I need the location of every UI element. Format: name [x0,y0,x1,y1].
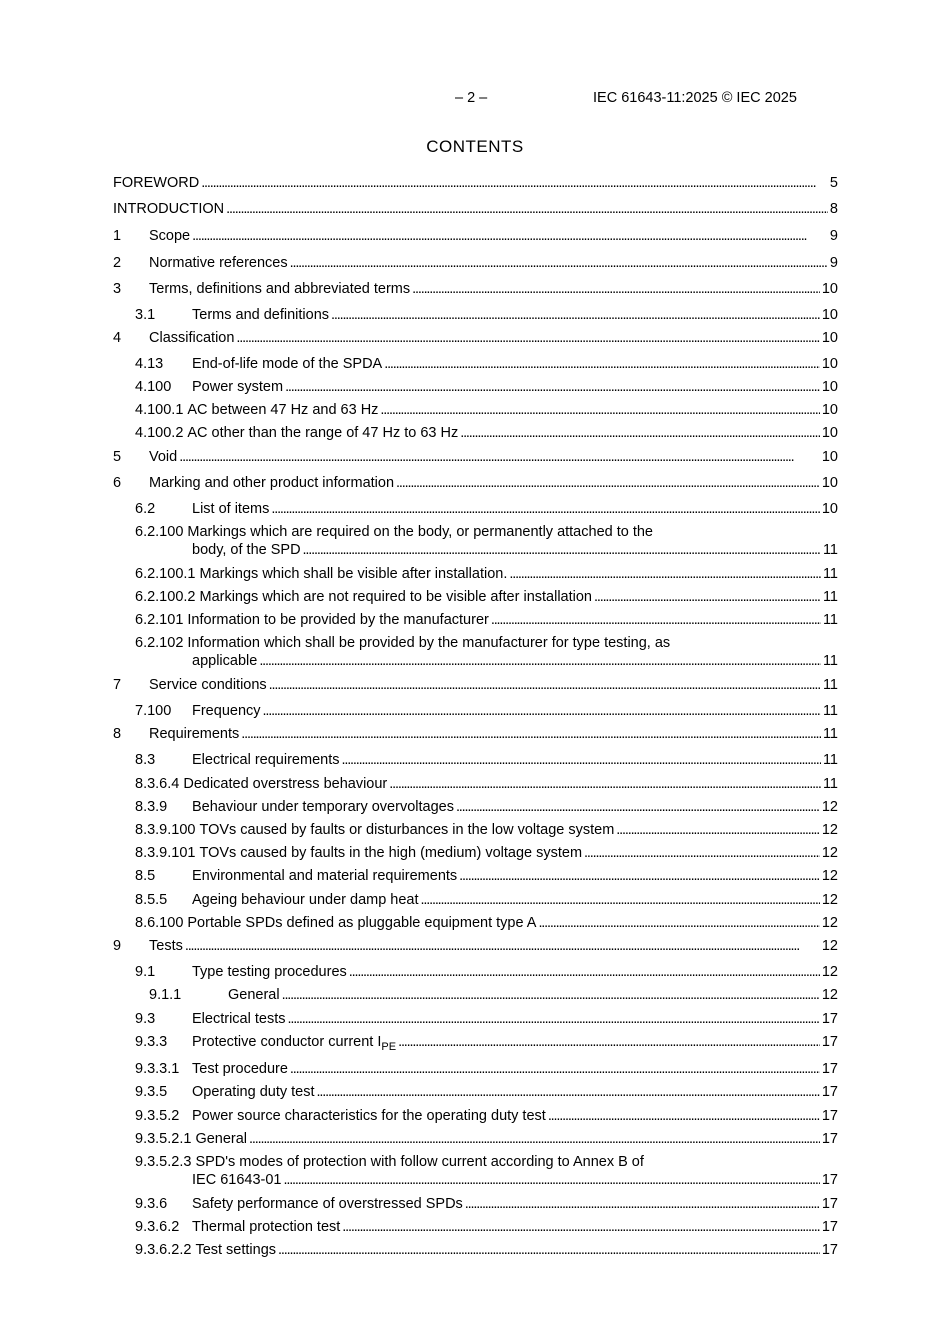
toc-entry-number: 4.100.1 [135,402,184,418]
toc-entry-title: List of items [192,501,270,517]
toc-entry-number: 9.3.5 [135,1084,168,1100]
toc-entry-page: 11 [822,752,838,768]
toc-entry-title: AC between 47 Hz and 63 Hz [187,402,379,418]
dot-leader [342,1218,820,1236]
toc-entry-title: TOVs caused by faults in the high (medium) voltage system [199,845,583,861]
toc-entry-title: Requirements [149,726,240,742]
dot-leader [285,378,820,396]
toc-entry-number: 9.3.5.2.3 [135,1154,192,1170]
toc-entry[interactable] [113,751,838,769]
toc-entry-title: Behaviour under temporary overvoltages [192,799,454,815]
toc-entry-page: 10 [821,356,838,372]
dot-leader [290,254,828,272]
toc-entry[interactable] [113,798,838,816]
dot-leader [317,1083,820,1101]
dot-leader [263,702,821,720]
dot-leader [282,986,820,1004]
toc-entry-number: 8.5.5 [135,892,168,908]
toc-entry-page: 12 [821,892,838,908]
dot-leader [249,1130,820,1148]
toc-entry-title: AC other than the range of 47 Hz to 63 Hz [187,425,459,441]
toc-entry[interactable] [113,565,838,583]
toc-entry-number: 8 [113,726,122,742]
toc-entry-page: 9 [829,255,838,271]
toc-entry-page: 17 [821,1219,838,1235]
toc-entry-title: Service conditions [149,677,267,693]
dot-leader [380,401,819,419]
toc-entry-page: 11 [822,566,838,582]
toc-entry-number: 8.6.100 [135,915,184,931]
toc-entry[interactable] [113,1010,838,1028]
toc-entry[interactable] [113,986,838,1004]
toc-entry-page: 10 [821,425,838,441]
toc-entry-title: Environmental and material requirements [192,868,458,884]
toc-entry[interactable] [113,775,838,793]
toc-entry[interactable] [113,448,838,466]
toc-entry-title: Protective conductor current I [192,1034,382,1050]
dot-leader [538,914,819,932]
toc-entry[interactable] [113,227,838,245]
toc-entry-number: 9.3.5.2.1 [135,1131,192,1147]
toc-entry-title: Power system [192,379,284,395]
toc-entry-page: 17 [821,1061,838,1077]
toc-entry-number: 8.3.9.101 [135,845,196,861]
toc-entry[interactable] [113,280,838,298]
toc-entry-number: 8.3.9 [135,799,168,815]
dot-leader [616,821,820,839]
toc-entry-page: 12 [821,938,838,954]
toc-entry-title: General [195,1131,248,1147]
toc-entry-title: Tests [149,938,183,954]
toc-entry-title: Normative references [149,255,288,271]
toc-entry[interactable] [113,1107,838,1125]
dot-leader [389,775,821,793]
toc-entry-title: Classification [149,330,235,346]
toc-entry-page: 17 [821,1108,838,1124]
toc-entry[interactable] [113,891,838,909]
toc-entry-number: 3 [113,281,122,297]
toc-entry-number: 6.2.101 [135,612,184,628]
toc-entry[interactable] [113,355,838,373]
dot-leader [460,424,820,442]
toc-entry-title: Frequency [192,703,261,719]
dot-leader [456,798,820,816]
dot-leader [594,588,821,606]
toc-entry[interactable] [113,401,838,419]
toc-entry-number: 6.2.100 [135,524,184,540]
toc-entry-page: 12 [821,915,838,931]
toc-entry-page: 11 [822,589,838,605]
dot-leader [398,1033,820,1051]
toc-entry-page: 12 [821,964,838,980]
toc-entry-number: 9.3.6.2.2 [135,1242,192,1258]
dot-leader [384,355,820,373]
toc-entry-title: General [228,987,280,1003]
toc-entry[interactable] [113,329,838,347]
toc-entry-title: Portable SPDs defined as pluggable equipment type A [187,915,537,931]
toc-entry-title: Safety performance of overstressed SPDs [192,1196,463,1212]
dot-leader [201,174,828,192]
toc-entry-title: Information which shall be provided by the manufacturer for type testing, as [187,635,671,651]
toc-entry[interactable] [113,254,838,272]
toc-entry-page: 17 [821,1196,838,1212]
dot-leader [331,306,820,324]
toc-entry-number: 4 [113,330,122,346]
toc-entry-title: Terms and definitions [192,307,330,323]
toc-entry[interactable] [113,500,838,518]
toc-entry[interactable] [113,914,838,932]
toc-entry-title: Markings which are required on the body, or permanently attached to the [187,524,653,540]
toc-entry[interactable] [113,523,838,559]
toc-entry[interactable] [113,1218,838,1236]
toc-entry[interactable] [113,867,838,885]
toc-entry-page: 12 [821,799,838,815]
toc-entry[interactable] [113,702,838,720]
toc-entry[interactable] [113,424,838,442]
toc-entry[interactable] [113,1033,838,1052]
toc-entry[interactable] [113,844,838,862]
dot-leader [283,1171,819,1189]
toc-entry-page: 10 [821,330,838,346]
toc-entry-title: Ageing behaviour under damp heat [192,892,419,908]
toc-entry-page: 17 [821,1034,838,1050]
toc-entry-page: 12 [821,845,838,861]
toc-entry-page: 10 [821,307,838,323]
dot-leader [192,227,828,245]
toc-entry[interactable] [113,1195,838,1213]
dot-leader [290,1060,820,1078]
toc-entry-number: 4.100 [135,379,172,395]
toc-entry-page: 10 [821,501,838,517]
toc-entry[interactable] [113,588,838,606]
toc-entry-page: 11 [822,542,838,558]
toc-entry-page: 17 [821,1131,838,1147]
toc-entry-title: Terms, definitions and abbreviated terms [149,281,411,297]
toc-entry-title: Electrical tests [192,1011,286,1027]
toc-entry-number: 8.5 [135,868,156,884]
toc-entry[interactable] [113,634,838,670]
dot-leader [226,200,828,218]
toc-entry[interactable] [113,611,838,629]
toc-entry-page: 17 [821,1242,838,1258]
toc-entry[interactable] [113,1153,838,1189]
toc-entry-number: 9.1 [135,964,156,980]
toc-entry-title-subscript: PE [381,1041,397,1053]
toc-entry-title: Dedicated overstress behaviour [183,776,388,792]
dot-leader [179,448,820,466]
toc-entry[interactable] [113,937,838,955]
toc-entry-title: FOREWORD [113,175,200,191]
toc-entry-page: 10 [821,402,838,418]
toc-entry-page: 11 [822,653,838,669]
toc-entry-page: 11 [822,677,838,693]
dot-leader [584,844,820,862]
dot-leader [349,963,820,981]
toc-entry-title: Test procedure [192,1061,288,1077]
toc-entry[interactable] [113,306,838,324]
toc-entry-title: Markings which are not required to be visible after installation [199,589,592,605]
toc-entry-number: 9.3.3.1 [135,1061,180,1077]
toc-entry-page: 11 [822,776,838,792]
toc-entry-page: 12 [821,822,838,838]
toc-entry-page: 10 [821,449,838,465]
toc-entry-number: 7.100 [135,703,172,719]
toc-entry-number: 9.3 [135,1011,156,1027]
toc-entry-page: 17 [821,1084,838,1100]
dot-leader [421,891,820,909]
toc-entry[interactable] [113,378,838,396]
toc-entry-number: 4.13 [135,356,164,372]
toc-entry-page: 5 [829,175,838,191]
toc-entry-page: 10 [821,281,838,297]
toc-entry-number: 8.3 [135,752,156,768]
dot-leader [259,652,821,670]
toc-entry[interactable] [113,821,838,839]
dot-leader [269,676,821,694]
toc-entry[interactable] [113,725,838,743]
toc-entry-title: INTRODUCTION [113,201,225,217]
toc-entry-title: Marking and other product information [149,475,395,491]
toc-entry[interactable] [113,1241,838,1259]
toc-entry-title: Test settings [195,1242,277,1258]
dot-leader [303,541,821,559]
toc-entry-number: 6 [113,475,122,491]
toc-entry-number: 5 [113,449,122,465]
toc-entry[interactable] [113,676,838,694]
toc-entry-title: Void [149,449,178,465]
toc-entry-page: 10 [821,475,838,491]
toc-entry[interactable] [113,174,838,192]
toc-entry-title: Power source characteristics for the operating duty test [192,1108,546,1124]
toc-entry-number: 4.100.2 [135,425,184,441]
toc-entry-number: 1 [113,228,122,244]
toc-entry-title: Type testing procedures [192,964,347,980]
toc-entry-number: 9.3.5.2 [135,1108,180,1124]
toc-entry-number: 3.1 [135,307,156,323]
dot-leader [396,474,820,492]
dot-leader [548,1107,820,1125]
toc-entry-number: 9.3.3 [135,1034,168,1050]
toc-entry-page: 11 [822,726,838,742]
standard-reference: IEC 61643-11:2025 © IEC 2025 [593,90,797,106]
toc-entry-number: 9.3.6.2 [135,1219,180,1235]
toc-entry-page: 10 [821,379,838,395]
dot-leader [465,1195,820,1213]
toc-entry-page: 12 [821,987,838,1003]
toc-entry-page: 12 [821,868,838,884]
toc-entry[interactable] [113,1083,838,1101]
dot-leader [241,725,821,743]
toc-entry-title: SPD's modes of protection with follow current according to Annex B of [195,1154,644,1170]
dot-leader [341,751,820,769]
toc-entry-number: 6.2.100.2 [135,589,196,605]
toc-entry-page: 17 [821,1172,838,1188]
dot-leader [412,280,820,298]
page-number: – 2 – [455,90,488,106]
toc-entry-page: 11 [822,612,838,628]
dot-leader [287,1010,819,1028]
toc-entry-number: 6.2.102 [135,635,184,651]
toc-entry-title: Thermal protection test [192,1219,341,1235]
dot-leader [459,867,820,885]
toc-entry-number: 9 [113,938,122,954]
dot-leader [278,1241,820,1259]
dot-leader [271,500,820,518]
toc-entry-number: 8.3.6.4 [135,776,180,792]
toc-entry-page: 17 [821,1011,838,1027]
toc-entry-title: Operating duty test [192,1084,315,1100]
toc-entry-page: 11 [822,703,838,719]
dot-leader [491,611,821,629]
toc-entry-title-continued: body, of the SPD [192,542,301,558]
toc-entry-title: End-of-life mode of the SPDA [192,356,383,372]
toc-entry-number: 9.1.1 [149,987,182,1003]
toc-entry-page: 8 [829,201,838,217]
toc-entry-title: TOVs caused by faults or disturbances in the low voltage system [199,822,615,838]
toc-entry-number: 6.2 [135,501,156,517]
toc-entry-title: Information to be provided by the manufacturer [187,612,489,628]
toc-entry-number: 2 [113,255,122,271]
toc-entry[interactable] [113,200,838,218]
toc-entry-title-continued: IEC 61643-01 [192,1172,282,1188]
toc-entry-title-continued: applicable [192,653,258,669]
toc-entry-title: Electrical requirements [192,752,340,768]
toc-entry[interactable] [113,963,838,981]
toc-entry[interactable] [113,1130,838,1148]
toc-entry-title: Scope [149,228,191,244]
toc-entry-page: 9 [829,228,838,244]
dot-leader [185,937,820,955]
toc-entry[interactable] [113,1060,838,1078]
toc-entry-number: 9.3.6 [135,1196,168,1212]
toc-entry-title: Markings which shall be visible after installation. [199,566,508,582]
toc-entry-number: 6.2.100.1 [135,566,196,582]
toc-entry-number: 8.3.9.100 [135,822,196,838]
contents-title: CONTENTS [426,137,524,156]
toc-entry[interactable] [113,474,838,492]
dot-leader [236,329,819,347]
toc-entry-number: 7 [113,677,122,693]
dot-leader [509,565,821,583]
